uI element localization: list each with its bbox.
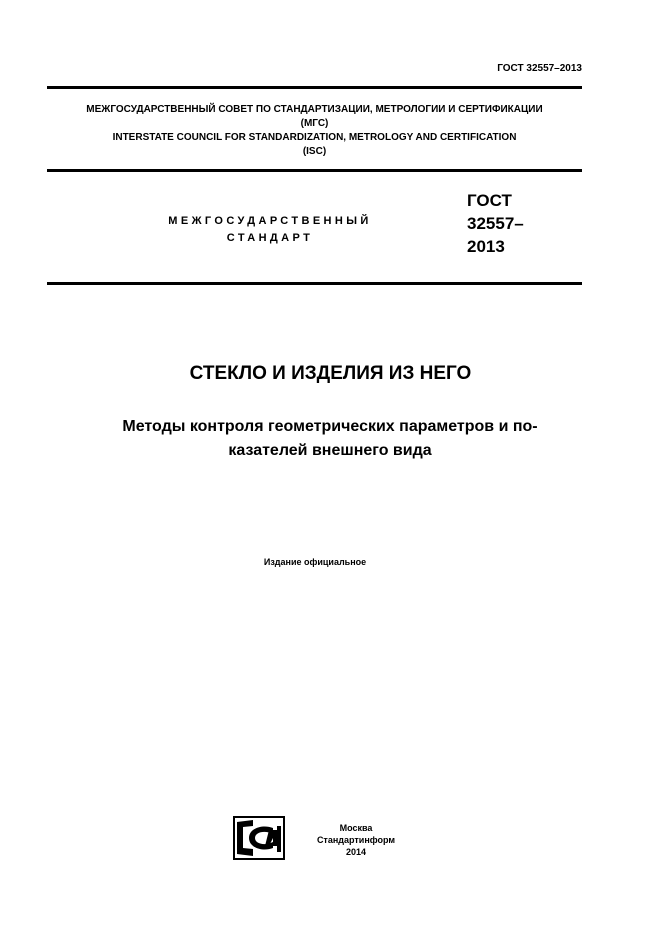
council-name-en: INTERSTATE COUNCIL FOR STANDARDIZATION, METROLOGY AND CERTIFICATION [112,132,517,143]
standard-kind [120,213,420,247]
subtitle-line1: Методы контроля геометрических параметров и по- [122,418,538,435]
top-divider [47,86,582,89]
edition-note: Издание официальное [263,557,367,567]
standard-kind-line2: СТАНДАРТ [226,232,314,244]
gost-line2: 32557– [467,214,524,233]
subtitle-line2: казателей внешнего вида [228,442,432,459]
gost-line3: 2013 [467,237,505,256]
council-abbr-ru: (МГС) [300,118,329,129]
imprint-block [300,822,412,858]
standard-kind-line1: МЕЖГОСУДАРСТВЕННЫЙ [168,215,372,227]
council-abbr-en: (ISC) [302,146,327,157]
title-divider [47,282,582,285]
document-title: СТЕКЛО И ИЗДЕЛИЯ ИЗ НЕГО [189,363,472,384]
document-subtitle [40,415,620,463]
standartinform-logo-icon [233,816,285,860]
gost-designation [467,189,524,258]
council-name-ru: МЕЖГОСУДАРСТВЕННЫЙ СОВЕТ ПО СТАНДАРТИЗАЦИИ, МЕТРОЛОГИИ И СЕРТИФИКАЦИИ [86,104,543,115]
council-block [47,103,582,159]
document-number-header: ГОСТ 32557–2013 [497,63,582,74]
imprint-city: Москва [339,823,373,833]
gost-line1: ГОСТ [467,191,512,210]
imprint-publisher: Стандартинформ [316,835,396,845]
imprint-year: 2014 [345,847,367,857]
council-divider [47,169,582,172]
